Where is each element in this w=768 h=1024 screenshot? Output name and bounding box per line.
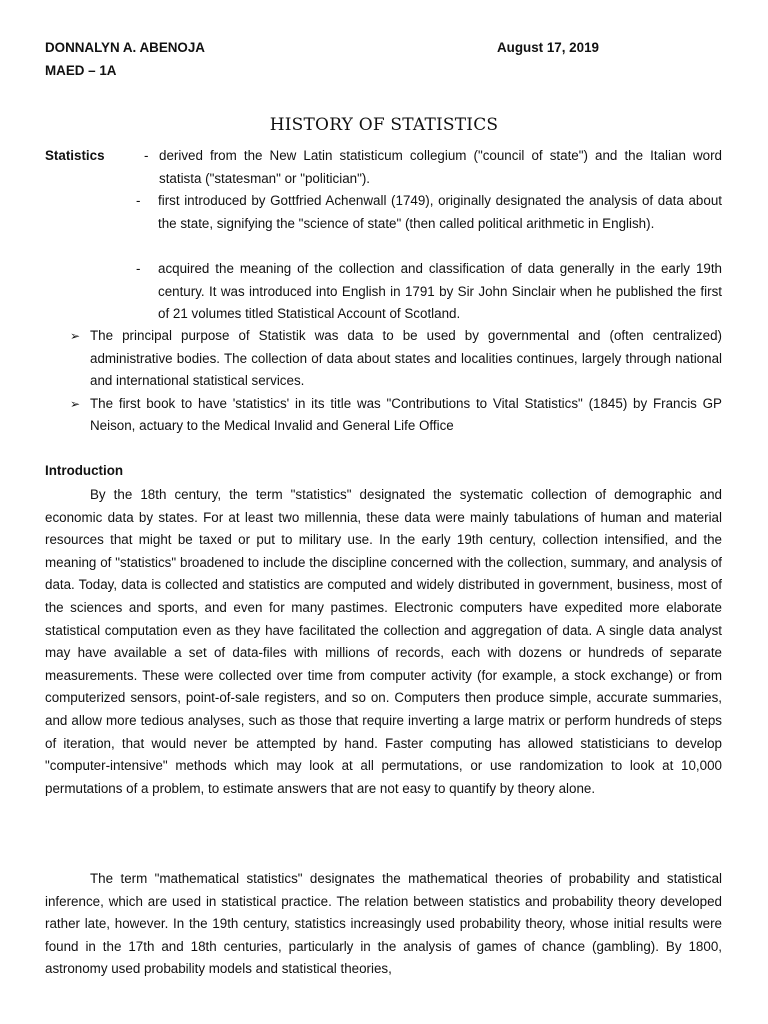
- definition-dash: -: [136, 193, 141, 208]
- paragraph-text: The term "mathematical statistics" designates the mathematical theories of probability and statistical inference, which are used in statistical practice. The relation between statistics and probability theory developed rather late, however. In the 19th century, statistics increasingly used probability theory, whose initial results were found in the 17th and 18th centuries, particularly in the analysis of games of chance (gambling). By 1800, astronomy used probability models and statistical theories,: [45, 871, 722, 977]
- definition-2: [136, 190, 722, 235]
- bullet-list: [70, 325, 722, 438]
- definition-3: [136, 258, 722, 326]
- introduction-paragraph-1: [45, 484, 722, 800]
- definition-1: [144, 145, 722, 190]
- bullet-text: The first book to have 'statistics' in its title was "Contributions to Vital Statistics" (1845) by Francis GP Neison, actuary to the Medical Invalid and General Life Office: [90, 395, 722, 434]
- arrow-bullet-icon: ➢: [70, 329, 81, 343]
- course-code: MAED – 1A: [45, 63, 117, 78]
- definition-dash: -: [136, 261, 141, 276]
- document-title: HISTORY OF STATISTICS: [269, 115, 499, 135]
- list-item: [70, 393, 722, 438]
- arrow-bullet-icon: ➢: [70, 396, 81, 411]
- definition-text: derived from the New Latin statisticum collegium ("council of state") and the Italian word statista ("statesman" or "politician").: [159, 148, 722, 186]
- list-item: [70, 325, 722, 393]
- definition-text: first introduced by Gottfried Achenwall (1749), originally designated the analysis of data about the state, signifying the "science of state" (then called political arithmetic in English).: [158, 193, 722, 231]
- definition-text: acquired the meaning of the collection and classification of data generally in the early 19th century. It was introduced into English in 1791 by Sir John Sinclair when he published the first of 21 volumes titled Statistical Account of Scotland.: [158, 261, 722, 322]
- section-heading-introduction: Introduction: [45, 463, 124, 478]
- introduction-paragraph-2: [45, 868, 722, 981]
- author-name: DONNALYN A. ABENOJA: [45, 40, 205, 55]
- document-date: August 17, 2019: [497, 40, 599, 55]
- paragraph-text: By the 18th century, the term "statistics" designated the systematic collection of demographic and economic data by states. For at least two millennia, these data were mainly tabulations of human and material resources that might be taxed or put to military use. In the early 19th century, collection intensified, and the meaning of "statistics" broadened to include the discipline concerned with the collection, summary, and analysis of data. Today, data is collected and statistics are computed and widely distributed in government, business, most of the sciences and sports, and even for many pastimes. Electronic computers have expedited more elaborate statistical computation even as they have facilitated the collection and aggregation of data. A single data analyst may have available a set of data-files with millions of records, each with dozens or hundreds of separate measurements. These were collected over time from computer activity (for example, a stock exchange) or from computerized sensors, point-of-sale registers, and so on. Computers then produce simple, accurate summaries, and allow more tedious analyses, such as those that require inverting a large matrix or perform hundreds of steps of iteration, that would never be attempted by hand. Faster computing has allowed statisticians to develop "computer-intensive" methods which may look at all permutations, or use randomization to look at 10,000 permutations of a problem, to estimate answers that are not easy to quantify by theory alone.: [45, 487, 722, 796]
- statistics-term: Statistics: [45, 148, 105, 163]
- bullet-text: The principal purpose of Statistik was data to be used by governmental and (often centralized) administrative bodies. The collection of data about states and localities continues, largely through national and international statistical services.: [90, 328, 722, 389]
- definition-dash: -: [144, 148, 149, 163]
